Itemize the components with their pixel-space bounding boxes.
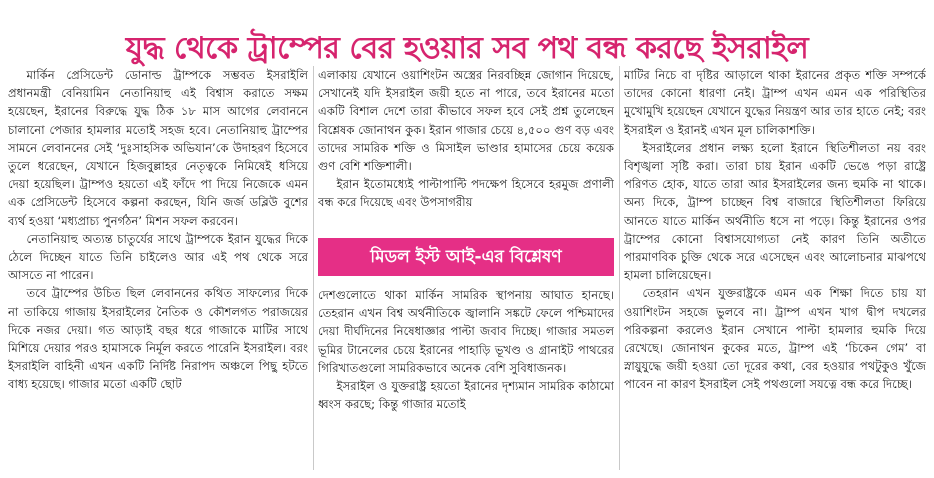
column-divider (313, 66, 314, 470)
paragraph: মার্কিন প্রেসিডেন্ট ডোনাল্ড ট্রাম্পকে সম্ভবত ইসরাইলি প্রধানমন্ত্রী বেনিয়ামিন নেতানিয়াহু এই বিশ্বাস করাতে সক্ষম হয়েছেন, ইরানের বিরুদ্ধে যুদ্ধ ঠিক ১৮ মাস আগের লেবাননে চালানো পেজার হামলার মতোই সহজ হবে। নেতানিয়াহু ট্রাম্পের সামনে লেবাননের সেই ‘দুঃসাহসিক অভিযান’কে উদাহরণ হিসেবে তুলে ধরেছেন, যেখানে হিজবুল্লাহর নেতৃত্বকে নিমিষেই ধসিয়ে দেয়া হয়েছিল। ট্রাম্পও হয়তো এই ফাঁদে পা দিয়ে নিজেকে এমন এক প্রেসিডেন্ট হিসেবে কল্পনা করছেন, যিনি জর্জ ডব্লিউ বুশের ব্যর্থ হওয়া ‘মধ্যপ্রাচ্য পুনর্গঠন’ মিশন সফল করবেন। (8, 68, 308, 228)
paragraph: মাটির নিচে বা দৃষ্টির আড়ালে থাকা ইরানের প্রকৃত শক্তি সম্পর্কে তাদের কোনো ধারণা নেই। ট্রাম্প এখন এমন এক পরিস্থিতির মুখোমুখি হয়েছেন যেখানে যুদ্ধের নিয়ন্ত্রণ আর তার হাতে নেই; বরং ইসরাইল ও ইরানই এখন মূল চালিকাশক্তি। (624, 68, 926, 137)
paragraph: নেতানিয়াহু অত্যন্ত চাতুর্যের সাথে ট্রাম্পকে ইরান যুদ্ধের দিকে ঠেলে দিচ্ছেন যাতে তিনি চাইলেও আর এই পথ থেকে সরে আসতে না পারেন। (8, 231, 308, 283)
column-2-upper-text (318, 66, 614, 232)
paragraph: ইসরাইলের প্রধান লক্ষ্য হলো ইরানে স্থিতিশীলতা নয় বরং বিশৃঙ্খলা সৃষ্টি করা। তারা চায় ইরান একটি ভেঙে পড়া রাষ্ট্রে পরিণত হোক, যাতে তারা আর ইসরাইলের জন্য হুমকি না থাকে। অন্য দিকে, ট্রাম্প চাচ্ছেন বিশ্ব বাজারে স্থিতিশীলতা ফিরিয়ে আনতে যাতে মার্কিন অর্থনীতি ধসে না পড়ে। কিন্তু ইরানের ওপর ট্রাম্পের কোনো বিশ্বাসযোগ্যতা নেই কারণ তিনি অতীতে পারমাণবিক চুক্তি থেকে সরে এসেছেন এবং আলোচনার মাঝপথে হামলা চালিয়েছেন। (624, 140, 926, 283)
article-headline: যুদ্ধ থেকে ট্রাম্পের বের হওয়ার সব পথ বন্ধ করছে ইসরাইল (125, 31, 809, 67)
article-column-2 (318, 66, 614, 476)
paragraph: এলাকায় যেখানে ওয়াশিংটন অস্ত্রের নিরবচ্ছিন্ন জোগান দিয়েছে, সেখানেই যদি ইসরাইল জয়ী হতে না পারে, তবে ইরানের মতো একটি বিশাল দেশে তারা কীভাবে সফল হবে সেই প্রশ্ন তুলেছেন বিশ্লেষক জোনাথন কুক। ইরান গাজার চেয়ে ৪,৫০০ গুণ বড় এবং তাদের সামরিক শক্তি ও মিসাইল ভাণ্ডার হামাসের চেয়ে কয়েক গুণ বেশি শক্তিশালী। (318, 68, 614, 174)
article-column-3 (624, 66, 926, 476)
paragraph: দেশগুলোতে থাকা মার্কিন সামরিক স্থাপনায় আঘাত হানছে। তেহরান এখন বিশ্ব অর্থনীতিকে জ্বালানি সঙ্কটে ফেলে পশ্চিমাদের দেয়া দীর্ঘদিনের নিষেধাজ্ঞার পাল্টা জবাব দিচ্ছে। গাজার সমতল ভূমির টানেলের চেয়ে ইরানের পাহাড়ি ভূখণ্ড ও গ্রানাইট পাথরের গিরিখাতগুলো সামরিকভাবে অনেক বেশি সুবিধাজনক। (318, 288, 614, 375)
paragraph: ইরান ইতোমধ্যেই পাল্টাপাল্টি পদক্ষেপ হিসেবে হরমুজ প্রণালী বন্ধ করে দিয়েছে এবং উপসাগরীয় (318, 177, 614, 210)
analysis-subheadline-banner: মিডল ইস্ট আই-এর বিশ্লেষণ (318, 238, 614, 276)
article-column-1 (8, 66, 308, 476)
paragraph: তবে ট্রাম্পের উচিত ছিল লেবাননের কথিত সাফল্যের দিকে না তাকিয়ে গাজায় ইসরাইলের নৈতিক ও কৌশলগত পরাজয়ের দিকে নজর দেয়া। গত আড়াই বছর ধরে গাজাকে মাটির সাথে মিশিয়ে দেয়ার পরও হামাসকে নির্মূল করতে পারেনি ইসরাইল। বরং ইসরাইলি বাহিনী এখন একটি নির্দিষ্ট নিরাপদ অঞ্চলে পিছু হটতে বাধ্য হয়েছে। গাজার মতো একটি ছোট (8, 286, 308, 392)
column-divider (619, 66, 620, 470)
paragraph: ইসরাইল ও যুক্তরাষ্ট্র হয়তো ইরানের দৃশ্যমান সামরিক কাঠামো ধ্বংস করছে; কিন্তু গাজার মতোই (318, 379, 614, 412)
paragraph: তেহরান এখন যুক্তরাষ্ট্রকে এমন এক শিক্ষা দিতে চায় যা ওয়াশিংটন সহজে ভুলবে না। ট্রাম্প এখন খাগ দ্বীপ দখলের পরিকল্পনা করলেও ইরান সেখানে পাল্টা হামলার হুমকি দিয়ে রেখেছে। জোনাথন কুকের মতে, ট্রাম্প এই ‘চিকেন গেম’ বা স্নায়ুযুদ্ধে জয়ী হওয়া তো দূরের কথা, বের হওয়ার পথটুকুও খুঁজে পাবেন না কারণ ইসরাইল সেই পথগুলো সযত্নে বন্ধ করে দিচ্ছে। (624, 286, 926, 392)
